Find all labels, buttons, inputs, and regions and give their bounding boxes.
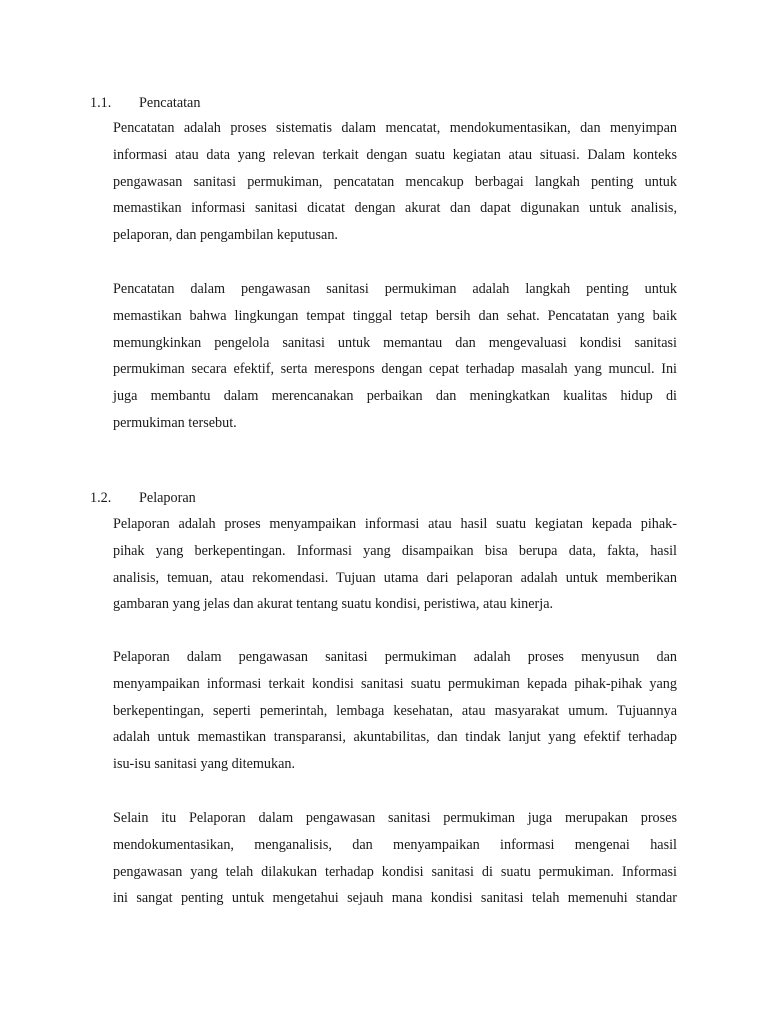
text-line: memastikan informasi sanitasi dicatat dengan akurat dan dapat digunakan untuk analisis, [113, 200, 677, 217]
text-line: informasi atau data yang relevan terkait dengan suatu kegiatan atau situasi. Dalam konteks [113, 146, 677, 163]
text-line: berkepentingan, seperti pemerintah, lembaga kesehatan, atau masyarakat umum. Tujuannya [113, 702, 677, 719]
section-heading-1-2 [90, 490, 196, 506]
paragraph-pencatatan-importance [113, 276, 677, 437]
text-line: gambaran yang jelas dan akurat tentang suatu kondisi, peristiwa, atau kinerja. [113, 596, 554, 613]
text-line: memungkinkan pengelola sanitasi untuk memantau dan mengevaluasi kondisi sanitasi [113, 334, 677, 351]
section-title: Pencatatan [139, 95, 201, 111]
section-number: 1.2. [90, 490, 112, 506]
text-line: pihak yang berkepentingan. Informasi yang disampaikan bisa berupa data, fakta, hasil [113, 542, 677, 559]
text-line: pengawasan yang telah dilakukan terhadap kondisi sanitasi di suatu permukiman. Informasi [113, 863, 677, 880]
text-line: pelaporan, dan pengambilan keputusan. [113, 227, 338, 244]
text-line: permukiman secara efektif, serta merespons dengan cepat terhadap masalah yang muncul. Ini [113, 361, 677, 378]
text-line: isu-isu sanitasi yang ditemukan. [113, 756, 296, 773]
text-line: Pelaporan dalam pengawasan sanitasi permukiman adalah proses menyusun dan [113, 649, 677, 665]
section-title: Pelaporan [139, 490, 196, 506]
text-line: Pencatatan adalah proses sistematis dalam mencatat, mendokumentasikan, dan menyimpan [113, 120, 677, 136]
text-line: Selain itu Pelaporan dalam pengawasan sanitasi permukiman juga merupakan proses [113, 810, 677, 826]
text-line: juga membantu dalam merencanakan perbaikan dan meningkatkan kualitas hidup di [113, 388, 677, 405]
text-line: permukiman tersebut. [113, 414, 237, 431]
paragraph-pelaporan-additional [113, 805, 677, 912]
section-number: 1.1. [90, 95, 112, 111]
text-line: ini sangat penting untuk mengetahui sejauh mana kondisi sanitasi telah memenuhi standar [113, 890, 677, 907]
text-line: adalah untuk memastikan transparansi, akuntabilitas, dan tindak lanjut yang efektif terhadap [113, 729, 677, 746]
text-line: menyampaikan informasi terkait kondisi sanitasi suatu permukiman kepada pihak-pihak yang [113, 675, 677, 692]
paragraph-pencatatan-definition [113, 115, 677, 249]
section-heading-1-1 [90, 95, 200, 111]
text-line: mendokumentasikan, menganalisis, dan menyampaikan informasi mengenai hasil [113, 836, 677, 853]
paragraph-pelaporan-purpose [113, 644, 677, 778]
paragraph-pelaporan-definition [113, 511, 677, 618]
text-line: analisis, temuan, atau rekomendasi. Tujuan utama dari pelaporan adalah untuk memberikan [113, 569, 677, 586]
text-line: pengawasan sanitasi permukiman, pencatatan mencakup berbagai langkah penting untuk [113, 173, 677, 190]
text-line: Pelaporan adalah proses menyampaikan informasi atau hasil suatu kegiatan kepada pihak- [113, 516, 677, 532]
text-line: Pencatatan dalam pengawasan sanitasi permukiman adalah langkah penting untuk [113, 281, 677, 297]
text-line: memastikan bahwa lingkungan tempat tinggal tetap bersih dan sehat. Pencatatan yang baik [113, 307, 677, 324]
